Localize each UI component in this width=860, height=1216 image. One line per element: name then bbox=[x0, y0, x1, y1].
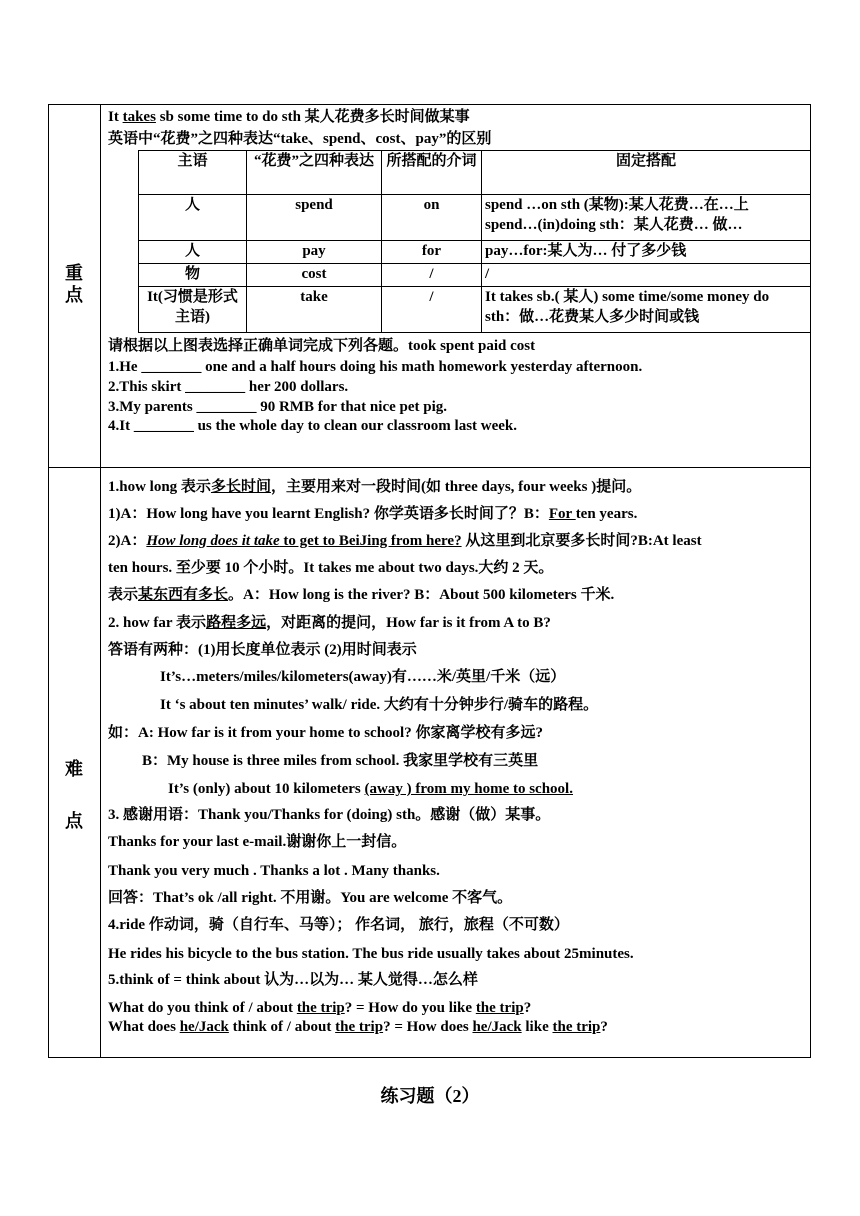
table-cell: 人 bbox=[139, 241, 247, 264]
difficult-line-13: 3. 感谢用语：Thank you/Thanks for (doing) sth。感谢（做）某事。 bbox=[108, 807, 551, 823]
table-cell: 人 bbox=[139, 195, 247, 241]
table-cell: / bbox=[482, 264, 811, 287]
difficult-line-20: What do you think of / about the trip? = How do you like the trip? bbox=[108, 1000, 532, 1016]
section-divider bbox=[48, 467, 811, 468]
difficult-line-19: 5.think of = think about 认为…以为… 某人觉得…怎么样 bbox=[108, 972, 478, 988]
difficult-line-9: It ‘s about ten minutes’ walk/ ride. 大约有十分钟步行/骑车的路程。 bbox=[160, 697, 599, 713]
exercise-title: 练习题（2） bbox=[380, 1086, 480, 1106]
table-cell: cost bbox=[247, 264, 382, 287]
difficult-line-2: 1)A：How long have you learnt English? 你学英语多长时间了？B：For ten years. bbox=[108, 506, 638, 522]
exercise-question-1: 1.He ________ one and a half hours doing his math homework yesterday afternoon. bbox=[108, 359, 643, 375]
section-label-difficult-points: 难 点 bbox=[65, 759, 83, 831]
table-cell: on bbox=[382, 195, 482, 241]
difficult-line-5: 表示某东西有多长。A：How long is the river? B：About 500 kilometers 千米. bbox=[108, 587, 615, 603]
difficult-line-14: Thanks for your last e-mail.谢谢你上一封信。 bbox=[108, 834, 407, 850]
table-cell: for bbox=[382, 241, 482, 264]
table-cell: / bbox=[382, 264, 482, 287]
difficult-line-7: 答语有两种：(1)用长度单位表示 (2)用时间表示 bbox=[108, 642, 417, 658]
key-line-1: It takes sb some time to do sth 某人花费多长时间做某事 bbox=[108, 109, 470, 125]
header-fixed-collocation: 固定搭配 bbox=[482, 151, 811, 195]
key-line-2: 英语中“花费”之四种表达“take、spend、cost、pay”的区别 bbox=[108, 131, 492, 147]
header-prepositions: 所搭配的介词 bbox=[382, 151, 482, 195]
difficult-line-16: 回答：That’s ok /all right. 不用谢。You are welcome 不客气。 bbox=[108, 890, 513, 906]
section-label-key-points: 重 点 bbox=[65, 263, 83, 305]
table-cell: 物 bbox=[139, 264, 247, 287]
table-cell: It takes sb.( 某人) some time/some money do sth：做…花费某人多少时间或钱 bbox=[482, 287, 811, 333]
header-expressions: “花费”之四种表达 bbox=[247, 151, 382, 195]
difficult-line-10: 如：A: How far is it from your home to school? 你家离学校有多远? bbox=[108, 725, 543, 741]
table-cell: / bbox=[382, 287, 482, 333]
difficult-line-21: What does he/Jack think of / about the trip? = How does he/Jack like the trip? bbox=[108, 1019, 608, 1035]
exercise-instruction: 请根据以上图表选择正确单词完成下列各题。took spent paid cost bbox=[108, 338, 536, 354]
difficult-line-18: He rides his bicycle to the bus station. The bus ride usually takes about 25minutes. bbox=[108, 946, 634, 962]
header-subject: 主语 bbox=[139, 151, 247, 195]
difficult-line-17: 4.ride 作动词，骑（自行车、马等）； 作名词， 旅行，旅程（不可数） bbox=[108, 917, 569, 933]
exercise-question-3: 3.My parents ________ 90 RMB for that nice pet pig. bbox=[108, 399, 448, 415]
table-cell: pay bbox=[247, 241, 382, 264]
exercise-question-2: 2.This skirt ________ her 200 dollars. bbox=[108, 379, 349, 395]
label-column-border bbox=[100, 104, 101, 1058]
difficult-line-15: Thank you very much . Thanks a lot . Many thanks. bbox=[108, 863, 440, 879]
difficult-line-12: It’s (only) about 10 kilometers (away ) from my home to school. bbox=[168, 781, 573, 797]
spend-comparison-table bbox=[138, 150, 811, 333]
difficult-line-6: 2. how far 表示路程多远，对距离的提问，How far is it from A to B? bbox=[108, 615, 551, 631]
difficult-line-11: B：My house is three miles from school. 我家里学校有三英里 bbox=[142, 753, 539, 769]
table-bottom-border bbox=[48, 1057, 811, 1058]
difficult-line-4: ten hours. 至少要 10 个小时。It takes me about two days.大约 2 天。 bbox=[108, 560, 554, 576]
exercise-question-4: 4.It ________ us the whole day to clean our classroom last week. bbox=[108, 418, 518, 434]
difficult-line-8: It’s…meters/miles/kilometers(away)有……米/英里/千米（远） bbox=[160, 669, 566, 685]
table-top-border bbox=[48, 104, 811, 105]
table-cell: spend bbox=[247, 195, 382, 241]
table-cell: It(习惯是形式主语) bbox=[139, 287, 247, 333]
difficult-line-1: 1.how long 表示多长时间，主要用来对一段时间(如 three days, four weeks )提问。 bbox=[108, 479, 642, 495]
table-cell: take bbox=[247, 287, 382, 333]
difficult-line-3: 2)A：How long does it take to get to BeiJing from here? 从这里到北京要多长时间?B:At least bbox=[108, 533, 702, 549]
table-cell: spend …on sth (某物):某人花费…在…上 spend…(in)doing sth：某人花费… 做… bbox=[482, 195, 811, 241]
table-left-border bbox=[48, 104, 49, 1058]
table-cell: pay…for:某人为… 付了多少钱 bbox=[482, 241, 811, 264]
